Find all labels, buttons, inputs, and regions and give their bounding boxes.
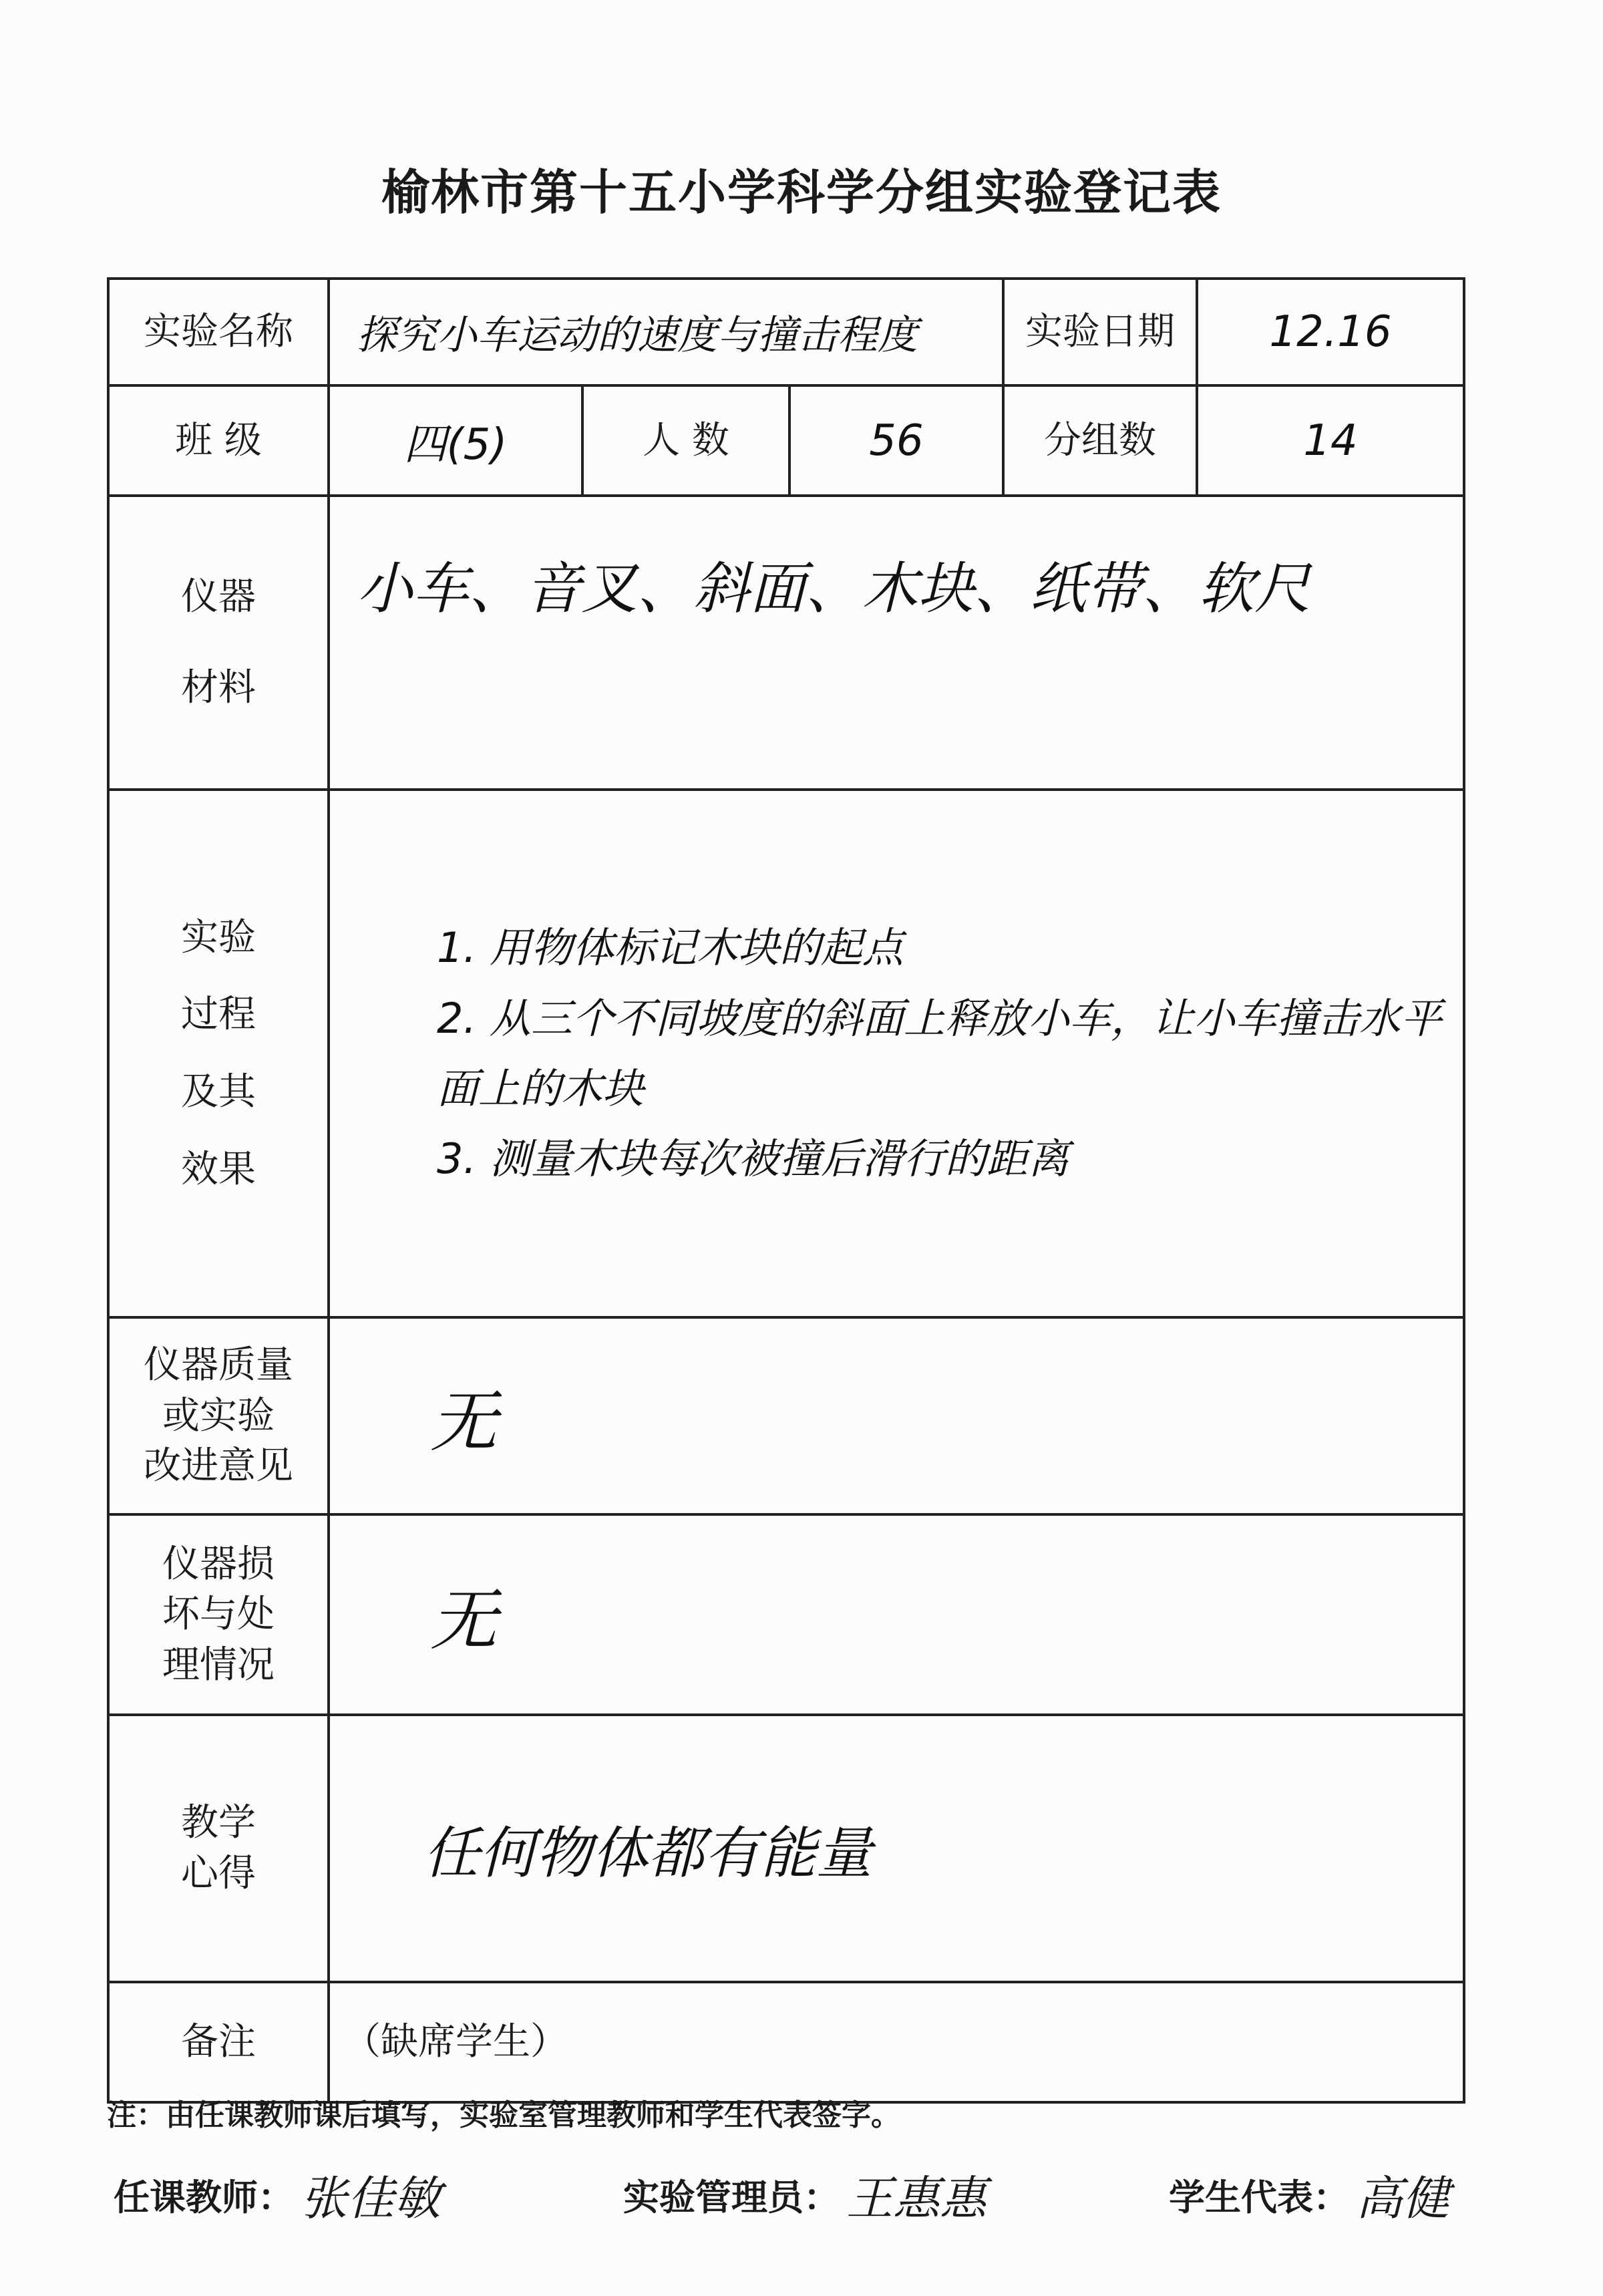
- teacher-label: 任课教师：: [114, 2176, 294, 2219]
- damage-label-line: 仪器损: [162, 1542, 275, 1586]
- class-value: 四(5): [329, 385, 582, 496]
- teacher-signature: [114, 2161, 441, 2229]
- process-step: 1. 用物体标记木块的起点: [437, 923, 904, 973]
- student-count-label: 人 数: [582, 385, 789, 496]
- damage-value: 无: [329, 1514, 1464, 1715]
- damage-label-line: 坏与处: [162, 1593, 275, 1637]
- process-label-line: 过程: [181, 993, 256, 1037]
- group-count-label: 分组数: [1003, 385, 1197, 496]
- form-title: 榆林市第十五小学科学分组实验登记表: [381, 164, 1222, 220]
- row-remarks: [108, 1982, 1464, 2102]
- materials-label-line: 仪器: [181, 575, 256, 619]
- admin-label: 实验管理员：: [623, 2176, 840, 2219]
- quality-label-line: 改进意见: [144, 1444, 293, 1488]
- process-step: 2. 从三个不同坡度的斜面上释放小车，让小车撞击水平面上的木块: [437, 993, 1442, 1113]
- quality-label-line: 或实验: [162, 1393, 275, 1438]
- row-process: [108, 790, 1464, 1317]
- registration-table: [107, 277, 1465, 2104]
- quality-label: [108, 1317, 329, 1514]
- process-step: 3. 测量木块每次被撞后滑行的距离: [437, 1134, 1069, 1184]
- footnote: 注：由任课教师课后填写，实验室管理教师和学生代表签字。: [107, 2098, 900, 2132]
- quality-label-line: 仪器质量: [144, 1343, 293, 1387]
- insight-label: [108, 1715, 329, 1982]
- materials-value: 小车、音叉、斜面、木块、纸带、软尺: [329, 496, 1464, 790]
- process-label-line: 实验: [181, 915, 256, 959]
- remarks-value: （缺席学生）: [329, 1982, 1464, 2102]
- student-name: 高健: [1356, 2171, 1449, 2226]
- class-label: 班 级: [108, 385, 329, 496]
- experiment-name-label: 实验名称: [108, 279, 329, 385]
- insight-label-line: 教学: [181, 1801, 256, 1845]
- insight-label-line: 心得: [181, 1852, 256, 1895]
- student-count-value: 56: [789, 385, 1003, 496]
- experiment-date-label: 实验日期: [1003, 279, 1197, 385]
- row-insight: [108, 1715, 1464, 1982]
- experiment-date-value: 12.16: [1197, 279, 1464, 385]
- student-signature: [1169, 2161, 1449, 2229]
- admin-name: 王惠惠: [846, 2171, 987, 2226]
- teacher-name: 张佳敏: [301, 2171, 441, 2226]
- row-damage: [108, 1514, 1464, 1715]
- group-count-value: 14: [1197, 385, 1464, 496]
- student-label: 学生代表：: [1169, 2176, 1349, 2219]
- row-quality: [108, 1317, 1464, 1514]
- damage-label: [108, 1514, 329, 1715]
- process-label: [108, 790, 329, 1317]
- experiment-name-value: 探究小车运动的速度与撞击程度: [329, 279, 1003, 385]
- insight-value: 任何物体都有能量: [329, 1715, 1464, 1982]
- row-class-info: [108, 385, 1464, 496]
- process-label-line: 及其: [181, 1070, 256, 1114]
- admin-signature: [623, 2161, 987, 2229]
- quality-value: 无: [329, 1317, 1464, 1514]
- materials-label-line: 材料: [181, 666, 256, 709]
- materials-label: [108, 496, 329, 790]
- row-experiment-name: [108, 279, 1464, 385]
- remarks-label: 备注: [108, 1982, 329, 2102]
- process-label-line: 效果: [181, 1147, 256, 1191]
- signature-row: [114, 2161, 1449, 2229]
- process-value: [329, 790, 1464, 1317]
- damage-label-line: 理情况: [162, 1643, 275, 1687]
- row-materials: [108, 496, 1464, 790]
